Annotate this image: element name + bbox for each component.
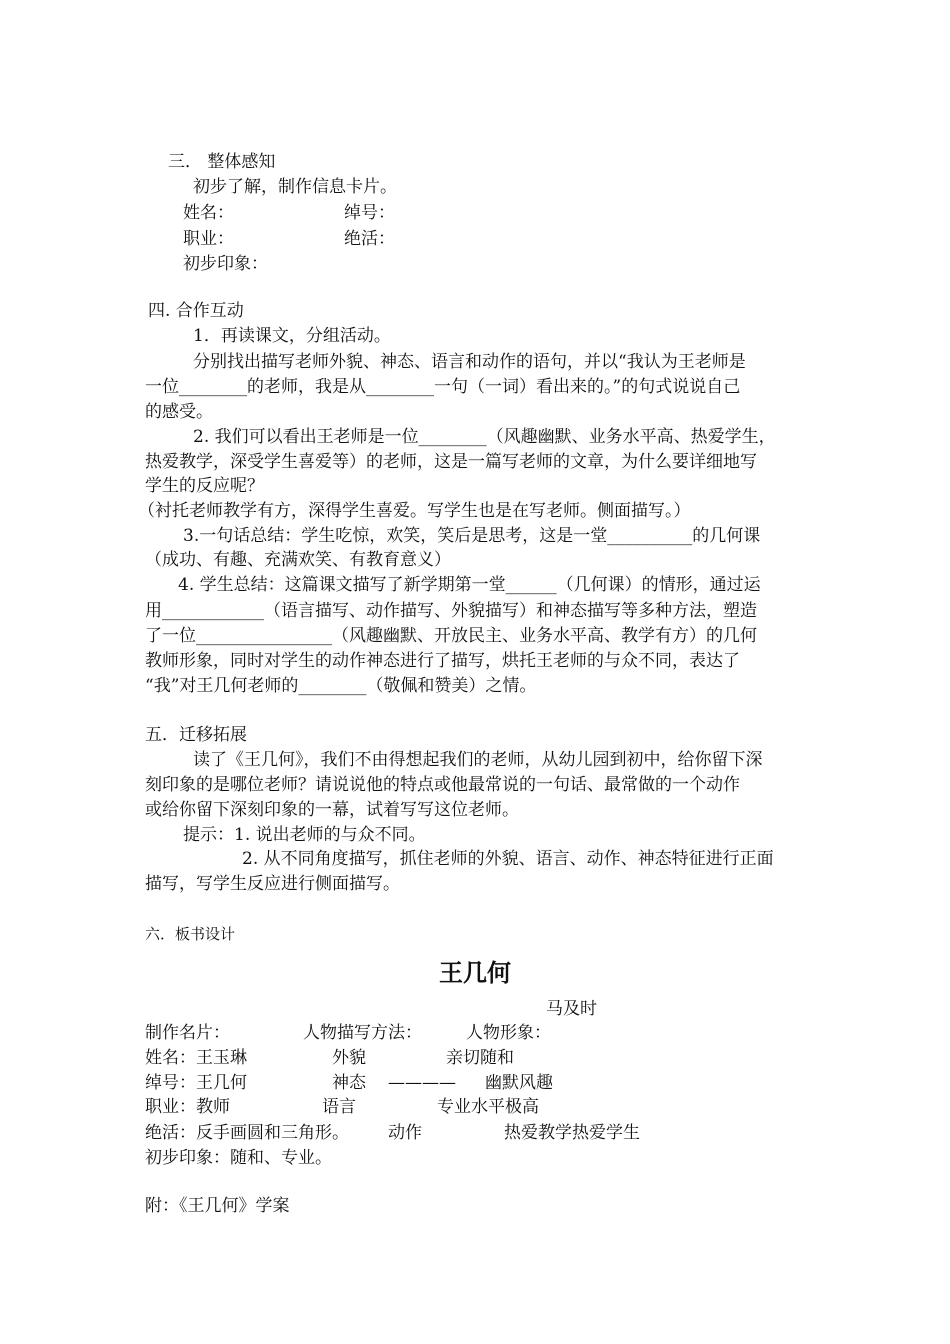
board-cell: 初步印象：随和、专业。 xyxy=(145,1148,332,1168)
board-cell: 绝活：反手画圆和三角形。 xyxy=(145,1123,349,1143)
section-3-heading: 三． 整体感知 xyxy=(168,152,276,172)
section-4-line: （衬托老师教学有方，深得学生喜爱。写学生也是在写老师。侧面描写。） xyxy=(138,501,691,521)
section-5-line: 描写，写学生反应进行侧面描写。 xyxy=(145,874,400,894)
board-cell: 绰号：王几何 xyxy=(145,1073,247,1093)
section-5-hint: 提示：1. 说出老师的与众不同。 xyxy=(183,825,426,845)
section-5-line: 刻印象的是哪位老师？请说说他的特点或他最常说的一句话、最常做的一个动作 xyxy=(145,775,740,795)
section-4-line: 学生的反应呢？ xyxy=(145,476,264,496)
section-5-line: 或给你留下深刻印象的一幕，试着写写这位老师。 xyxy=(145,800,519,820)
section-5-line: 读了《王几何》，我们不由得想起我们的老师，从幼儿园到初中，给你留下深 xyxy=(193,750,763,770)
section-6-heading: 六．板书设计 xyxy=(145,925,236,943)
section-4-line: 用____________（语言描写、动作描写、外貌描写）和神态描写等多种方法，塑造 xyxy=(145,601,757,621)
board-cell: 专业水平极高 xyxy=(437,1097,539,1117)
section-4-line: 3.一句话总结：学生吃惊，欢笑，笑后是思考，这是一堂__________的几何课 xyxy=(183,526,761,546)
board-cell: 姓名：王玉琳 xyxy=(145,1048,247,1068)
board-cell: 动作 xyxy=(388,1123,422,1143)
board-title: 王几何 xyxy=(439,959,511,987)
card-nickname-label: 绰号： xyxy=(344,203,395,223)
board-cell: 语言 xyxy=(322,1097,356,1117)
section-4-line: 热爱教学，深受学生喜爱等）的老师，这是一篇写老师的文章，为什么要详细地写 xyxy=(145,452,757,472)
board-cell: 人物描写方法： xyxy=(303,1023,422,1043)
section-4-line: 分别找出描写老师外貌、神态、语言和动作的语句，并以“我认为王老师是 xyxy=(193,352,746,372)
card-job-label: 职业： xyxy=(183,229,234,249)
board-cell: 幽默风趣 xyxy=(485,1073,553,1093)
section-4-line: （成功、有趣、充满欢笑、有教育意义） xyxy=(145,550,451,570)
card-impression-label: 初步印象： xyxy=(183,254,268,274)
card-name-label: 姓名： xyxy=(183,203,234,223)
board-cell: 亲切随和 xyxy=(446,1048,514,1068)
section-4-line: 教师形象，同时对学生的动作神态进行了描写，烘托王老师的与众不同，表达了 xyxy=(145,651,740,671)
section-4-line: 了一位________________（风趣幽默、开放民主、业务水平高、教学有方）的几何 xyxy=(145,626,757,646)
section-4-line: “我”对王几何老师的________（敬佩和赞美）之情。 xyxy=(145,676,537,696)
board-cell: 人物形象： xyxy=(466,1023,551,1043)
board-author: 马及时 xyxy=(546,999,597,1019)
board-cell: 神态 xyxy=(332,1073,366,1093)
board-cell: 制作名片： xyxy=(145,1023,230,1043)
appendix-line: 附：《王几何》学案 xyxy=(145,1196,290,1216)
section-4-line: 一位________的老师，我是从________一句（一词）看出来的。”的句式说说自己 xyxy=(145,377,741,397)
section-4-heading: 四. 合作互动 xyxy=(148,301,244,321)
board-cell: 热爱教学热爱学生 xyxy=(504,1123,640,1143)
section-3-intro: 初步了解，制作信息卡片。 xyxy=(193,177,397,197)
section-5-heading: 五．迁移拓展 xyxy=(145,725,247,745)
board-cell: 外貌 xyxy=(332,1048,366,1068)
card-skill-label: 绝活： xyxy=(344,229,395,249)
section-5-hint: 2. 从不同角度描写，抓住老师的外貌、语言、动作、神态特征进行正面 xyxy=(242,849,774,869)
board-cell: 职业：教师 xyxy=(145,1097,230,1117)
section-4-line: 的感受。 xyxy=(145,402,213,422)
board-dash: ———— xyxy=(388,1073,456,1093)
section-4-line: 2. 我们可以看出王老师是一位________（风趣幽默、业务水平高、热爱学生， xyxy=(193,427,776,447)
section-4-line: 4. 学生总结：这篇课文描写了新学期第一堂______（几何课）的情形，通过运 xyxy=(178,575,761,595)
section-4-line: 1．再读课文，分组活动。 xyxy=(193,326,391,346)
